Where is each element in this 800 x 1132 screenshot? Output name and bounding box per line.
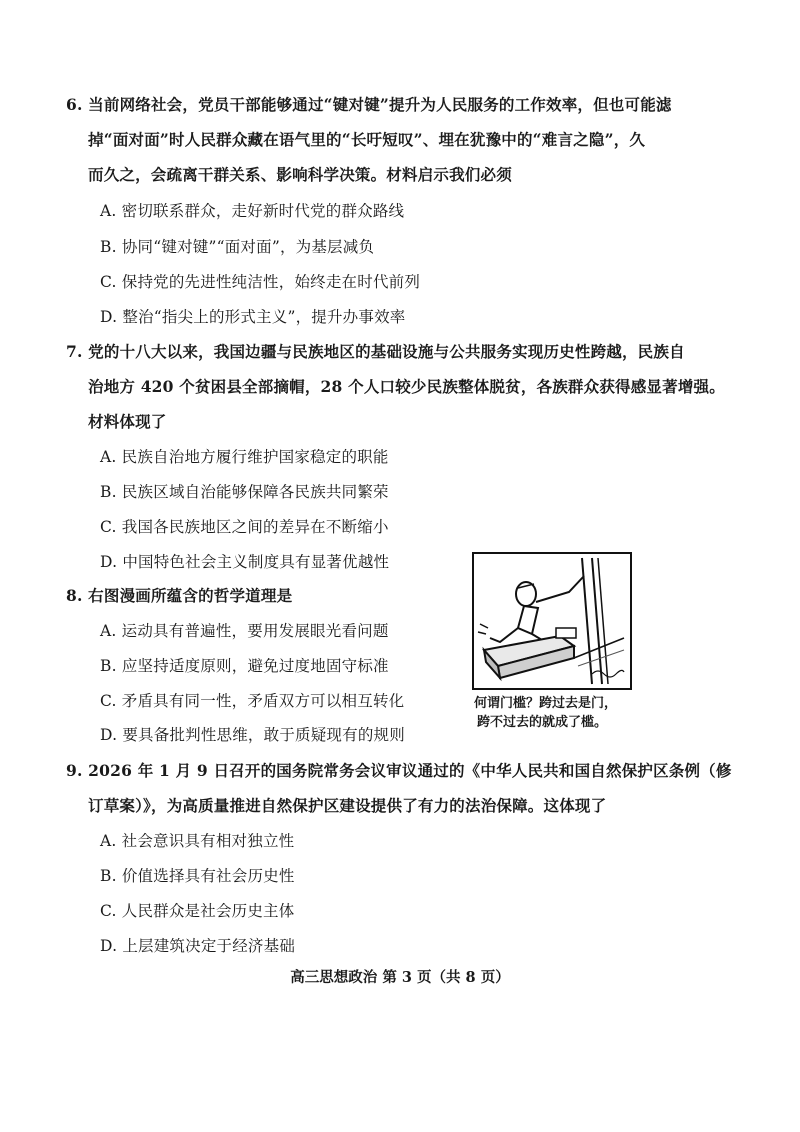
cartoon-drawing: [474, 554, 630, 688]
question-9-option-c: C. 人民群众是社会历史主体: [100, 902, 295, 920]
motion-marks: [478, 624, 488, 634]
cartoon-caption-line-2: 跨不过去的就成了槛。: [477, 715, 608, 730]
cartoon-threshold-illustration: [472, 552, 632, 690]
question-6-option-d: D. 整治“指尖上的形式主义”，提升办事效率: [100, 308, 406, 326]
question-8-option-b: B. 应坚持适度原则，避免过度地固守标准: [100, 657, 389, 675]
question-6-stem-line-1: 6. 当前网络社会，党员干部能够通过“键对键”提升为人民服务的工作效率，但也可能滤: [66, 95, 672, 114]
question-9-stem-line-1: 9. 2026 年 1 月 9 日召开的国务院常务会议审议通过的《中华人民共和国自然保护区条例（修: [66, 761, 732, 780]
question-7-option-a: A. 民族自治地方履行维护国家稳定的职能: [100, 448, 389, 466]
question-7-stem-line-2: 治地方 420 个贫困县全部摘帽，28 个人口较少民族整体脱贫，各族群众获得感显著增强。: [88, 377, 725, 396]
question-6-option-b: B. 协同“键对键”“面对面”，为基层减负: [100, 238, 375, 256]
question-7-stem-line-1: 7. 党的十八大以来，我国边疆与民族地区的基础设施与公共服务实现历史性跨越，民族自: [66, 342, 685, 361]
small-threshold: [556, 628, 576, 638]
question-9-option-a: A. 社会意识具有相对独立性: [100, 832, 295, 850]
page-footer: 高三思想政治 第 3 页（共 8 页）: [290, 969, 510, 986]
question-6-option-a: A. 密切联系群众，走好新时代党的群众路线: [100, 202, 405, 220]
question-9-stem-line-2: 订草案）》，为高质量推进自然保护区建设提供了有力的法治保障。这体现了: [88, 796, 607, 815]
door-frame-line: [592, 558, 602, 684]
question-6-stem-line-2: 掉“面对面”时人民群众藏在语气里的“长吁短叹”、埋在犹豫中的“难言之隐”，久: [88, 130, 646, 149]
question-8-option-a: A. 运动具有普遍性，要用发展眼光看问题: [100, 622, 389, 640]
question-8-option-d: D. 要具备批判性思维，敢于质疑现有的规则: [100, 726, 405, 744]
artist-signature: [592, 670, 624, 677]
question-9-option-d: D. 上层建筑决定于经济基础: [100, 937, 296, 955]
question-7-option-d: D. 中国特色社会主义制度具有显著优越性: [100, 553, 390, 571]
cartoon-caption-line-1: 何谓门槛？跨过去是门，: [474, 696, 618, 711]
raised-arm: [536, 576, 584, 602]
question-9-option-b: B. 价值选择具有社会历史性: [100, 867, 295, 885]
question-7-option-b: B. 民族区域自治能够保障各民族共同繁荣: [100, 483, 389, 501]
question-8-option-c: C. 矛盾具有同一性，矛盾双方可以相互转化: [100, 692, 405, 710]
question-6-option-c: C. 保持党的先进性纯洁性，始终走在时代前列: [100, 273, 421, 291]
figure-body: [518, 606, 538, 634]
question-7-stem-line-3: 材料体现了: [88, 412, 167, 431]
question-8-stem: 8. 右图漫画所蕴含的哲学道理是: [66, 586, 293, 605]
figure-leg: [490, 628, 518, 642]
question-6-stem-line-3: 而久之，会疏离干群关系、影响科学决策。材料启示我们必须: [88, 165, 512, 184]
question-7-option-c: C. 我国各民族地区之间的差异在不断缩小: [100, 518, 389, 536]
